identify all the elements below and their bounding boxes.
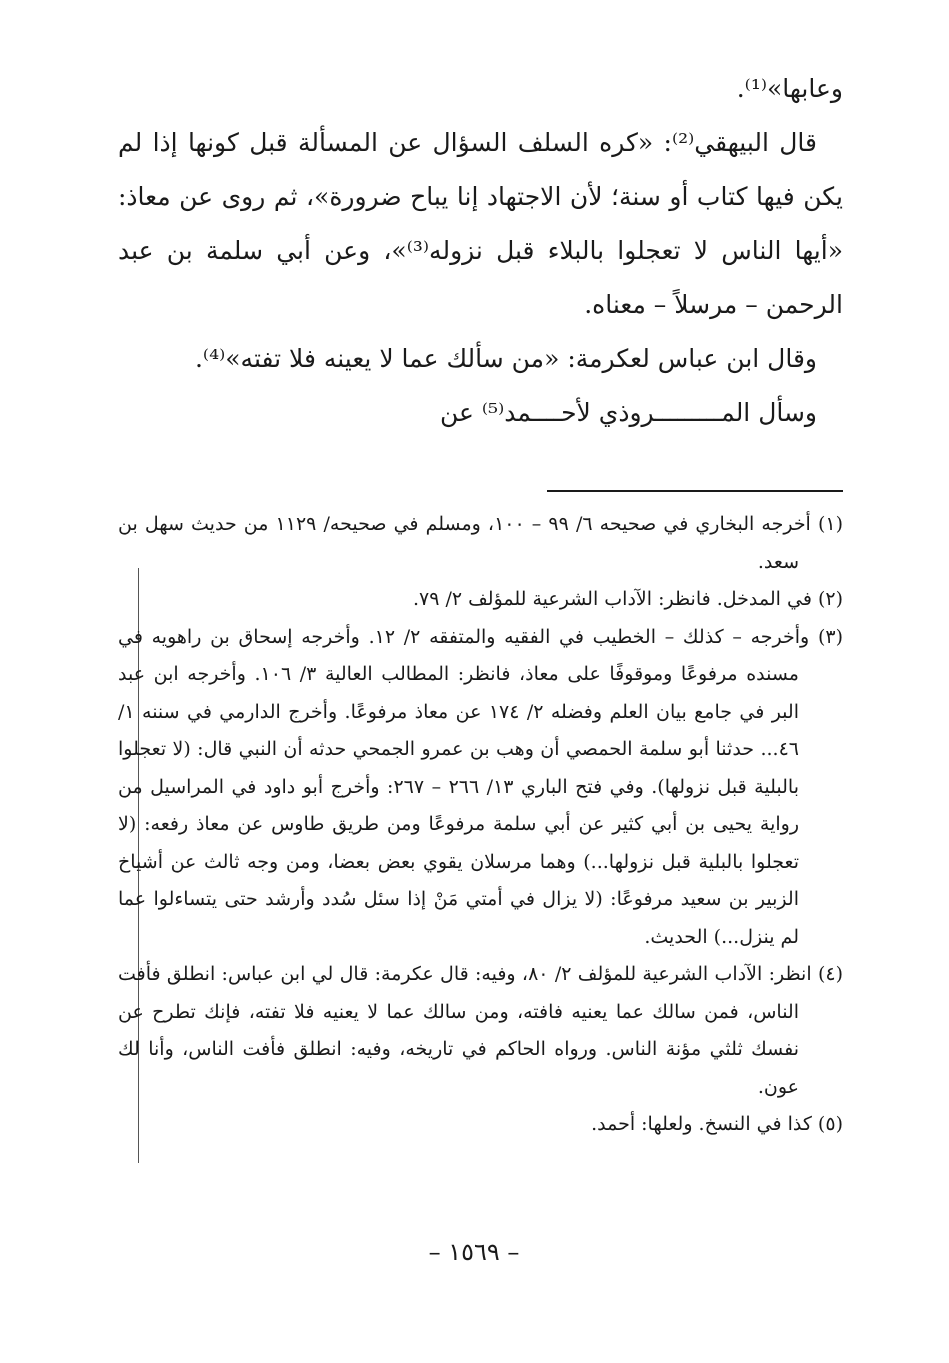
footnote-separator — [547, 490, 843, 492]
footnotes — [118, 506, 843, 1144]
footnote-2: (٢) في المدخل. فانظر: الآداب الشرعية للمؤلف ٢/ ٧٩. — [412, 588, 843, 610]
footnote-5: (٥) كذا في النسخ. ولعلها: أحمد. — [591, 1113, 843, 1135]
footnote-3: (٣) وأخرجه – كذلك – الخطيب في الفقيه والمتفقه ٢/ ١٢. وأخرجه إسحاق بن راهويه في مسنده مرفوعًا وموقوفًا على معاذ، فانظر: المطالب العالية ٣/ ١٠٦. وأخرجه ابن عبد البر في جامع بيان العلم وفضله ٢/ ١٧٤ عن معاذ مرفوعًا. وأخرج الدارمي في سننه ١/ ٤٦... حدثنا أبو سلمة الحمصي أن وهب بن عمرو الجمحي حدثه أن النبي قال: (لا تعجلوا بالبلية قبل نزولها). وفي فتح الباري ١٣/ ٢٦٦ – ٢٦٧: وأخرج أبو داود في المراسيل من رواية يحيى بن أبي كثير عن أبي سلمة مرفوعًا ومن طريق طاوس عن معاذ رفعه: (لا تعجلوا بالبلية قبل نزولها...) وهما مرسلان يقوي بعض بعضا، ومن وجه ثالث عن أشياخ الزبير بن سعيد مرفوعًا: (لا يزال في أمتي مَنْ إذا سئل سُدد وأرشد حتى يتساءلوا عما لم ينزل...) الحديث. — [118, 625, 843, 948]
paragraph-ibn-abbas: وقال ابن عباس لعكرمة: «من سألك عما لا يعينه فلا تفته»⁽⁴⁾. — [194, 344, 817, 373]
main-text — [118, 62, 843, 440]
footnote-1: (١) أخرجه البخاري في صحيحه ٦/ ٩٩ – ١٠٠، ومسلم في صحيحه/ ١١٢٩ من حديث سهل بن سعد. — [118, 513, 843, 573]
text-line-top: وعابها»⁽¹⁾. — [736, 74, 843, 103]
page-number: – ١٥٦٩ – — [428, 1238, 520, 1266]
paragraph-marwazi: وسأل المـــــــــروذي لأحــــمد⁽⁵⁾ عن — [440, 398, 817, 427]
paragraph-bayhaqi: قال البيهقي⁽²⁾: «كره السلف السؤال عن المسألة قبل كونها إذا لم يكن فيها كتاب أو سنة؛ لأن الاجتهاد إنا يباح ضرورة»، ثم روى عن معاذ: «أيها الناس لا تعجلوا بالبلاء قبل نزوله⁽³⁾»، وعن أبي سلمة بن عبد الرحمن – مرسلاً – معناه. — [118, 128, 844, 319]
footnote-4: (٤) انظر: الآداب الشرعية للمؤلف ٢/ ٨٠، وفيه: قال عكرمة: قال لي ابن عباس: انطلق فأفت الناس، فمن سالك عما يعنيه فافته، ومن سالك عما لا يعنيه فلا تفته، فإنك تطرح عن نفسك ثلثي مؤنة الناس. ورواه الحاكم في تاريخه، وفيه: انطلق فأفت الناس، وأنا لك عون. — [118, 963, 843, 1098]
